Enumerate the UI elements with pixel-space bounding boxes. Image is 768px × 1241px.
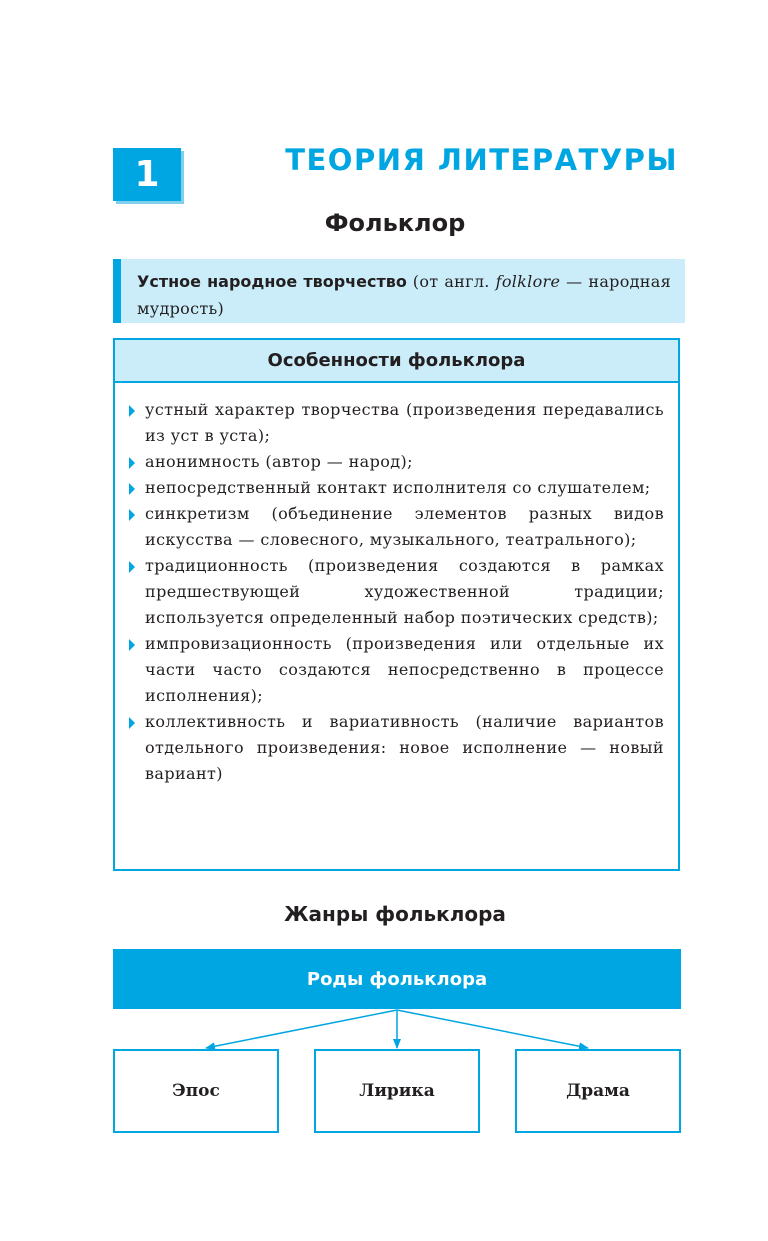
definition-term: Устное народное творчество xyxy=(137,272,407,291)
feature-text: традиционность (произведения создаются в рамках предшествующей художественной традиции; используется определенный набор поэтических средств); xyxy=(145,556,664,627)
diagram-root-box: Роды фольклора xyxy=(113,949,681,1009)
genres-title: Жанры фольклора xyxy=(284,902,506,926)
arrow-to-epos xyxy=(206,1010,397,1048)
feature-text: анонимность (автор — народ); xyxy=(145,452,413,471)
definition-foreign-word: folklore xyxy=(495,272,561,291)
arrow-to-drama xyxy=(397,1010,588,1048)
features-header: Особенности фольклора xyxy=(115,340,678,383)
feature-text: синкретизм (объединение элементов разных видов искусства — словесного, музыкального, театрального); xyxy=(145,504,664,549)
feature-text: коллективность и вариативность (наличие вариантов отдельного произведения: новое исполнение — новый вариант) xyxy=(145,712,664,783)
genre-box-drama: Драма xyxy=(515,1049,681,1133)
definition-text-before: (от англ. xyxy=(406,272,496,291)
chapter-title: ТЕОРИЯ ЛИТЕРАТУРЫ xyxy=(285,143,678,177)
section-title: Фольклор xyxy=(324,209,466,237)
feature-text: импровизационность (произведения или отдельные их части часто создаются непосредственно в процессе исполнения); xyxy=(145,634,664,705)
feature-text: непосредственный контакт исполнителя со слушателем; xyxy=(145,478,651,497)
feature-text: устный характер творчества (произведения передавались из уст в уста); xyxy=(145,400,664,445)
genre-box-epos: Эпос xyxy=(113,1049,279,1133)
chapter-number: 1 xyxy=(113,148,181,201)
genre-box-lirika: Лирика xyxy=(314,1049,480,1133)
definition-text-after: — народная мудрость) xyxy=(137,272,671,318)
